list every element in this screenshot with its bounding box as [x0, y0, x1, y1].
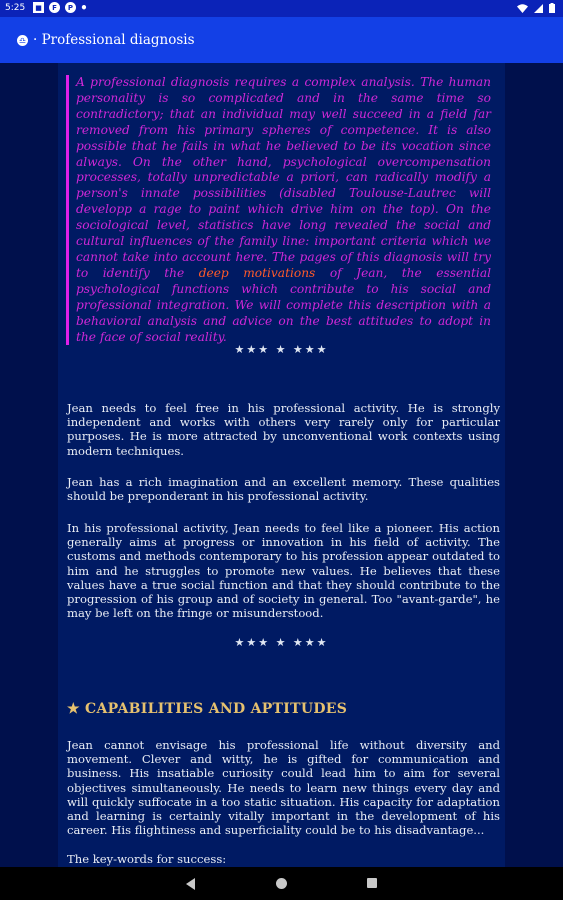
deep-motivations-link[interactable]: deep motivations [198, 265, 316, 280]
recents-icon[interactable] [367, 878, 377, 888]
separator-stars: ★★★ ★ ★★★ [234, 636, 329, 649]
libra-zodiac-icon[interactable]: ♎ [18, 36, 27, 45]
intro-text-start: A professional diagnosis requires a complex analysis. The human personality is so complicated and in the same time so contradictory; that an individual may well succeed in a field far removed from his primary spheres of competence. It is also possible that he fails in what he believed to be its vocation since always. On the other hand, psychological overcompensation processes, totally unpredictable a priori, can radically modify a person's innate possibilities (disabled Toulouse-Lautrec will developp a rage to paint which drive him on the top). On the sociological level, statistics have long revealed the social and cultural influences of the family line: important criteria which we cannot take into account here. The pages of this diagnosis will try to identify the [76, 75, 491, 280]
intro-text-end: of Jean, the essential psychological functions which contribute to his social and professional integration. We will complete this description with a behavioral analysis and advice on the best attitudes to adopt in the face of social reality. [76, 265, 491, 344]
paragraph-pioneer: In his professional activity, Jean needs to feel like a pioneer. His action generally aims at progress or innovation in his field of activity. The customs and methods contemporary to his profession appear outdated to him and he struggles to promote new values. He believes that these values have a true social function and that they should contribute to the progression of his group and of society in general. Too "avant-garde", he may be left on the fringe or misunderstood. [67, 521, 500, 621]
status-left-icons [33, 2, 87, 13]
flipboard-icon: F [49, 2, 60, 13]
status-time: 5:25 [5, 3, 26, 13]
paragraph-imagination: Jean has a rich imagination and an excellent memory. These qualities should be preponderant in his professional activity. [67, 475, 500, 504]
app-bar [0, 17, 563, 63]
photos-icon: P [65, 2, 76, 13]
page-title: · Professional diagnosis [33, 32, 195, 48]
dot-icon: • [80, 0, 88, 15]
status-right-icons [517, 3, 555, 13]
separator-stars: ★★★ ★ ★★★ [234, 343, 329, 356]
back-icon[interactable] [186, 878, 195, 890]
home-icon[interactable] [276, 878, 287, 889]
intro-blockquote [66, 75, 491, 345]
signal-icon [534, 4, 543, 13]
wifi-icon [517, 4, 528, 13]
system-nav-bar [0, 867, 563, 900]
paragraph-capabilities: Jean cannot envisage his professional life without diversity and movement. Clever and witty, he is gifted for communication and business. His insatiable curiosity could lead him to aim for several objectives simultaneously. He needs to learn new things every day and will quickly suffocate in a too static situation. His capacity for adaptation and learning is certainly vitally important in the development of his career. His flightiness and superficiality could be to his disadvantage... [67, 738, 500, 838]
battery-icon [549, 3, 555, 13]
status-bar [0, 0, 563, 17]
notification-square-icon: ■ [33, 2, 44, 13]
diagnosis-content[interactable] [58, 63, 505, 867]
keywords-label: The key-words for success: [67, 852, 227, 866]
paragraph-independence: Jean needs to feel free in his professional activity. He is strongly independent and works with others very rarely only for particular purposes. He is more attracted by unconventional work contexts using modern techniques. [67, 401, 500, 458]
section-heading-capabilities: ★ CAPABILITIES AND APTITUDES [67, 701, 348, 717]
